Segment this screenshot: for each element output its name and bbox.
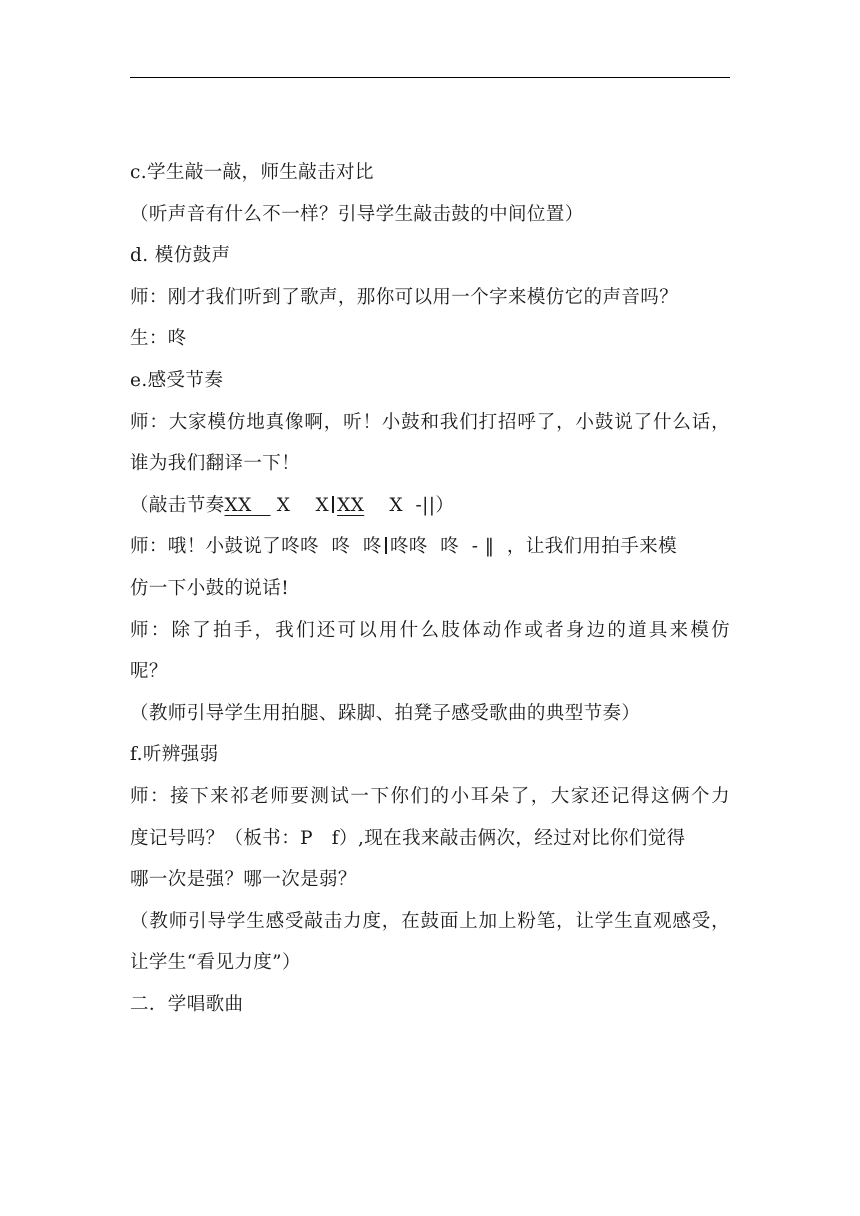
rhythm-beat-xx-2: XX <box>337 494 365 516</box>
step-f-teacher-line-3: 哪一次是强？哪一次是弱？ <box>130 869 357 891</box>
step-e-teacher-line-2: 谁为我们翻译一下！ <box>130 453 301 475</box>
step-c-note: （听声音有什么不一样？引导学生敲击鼓的中间位置） <box>130 203 584 225</box>
step-f-note-line-2: 让学生“看见力度”） <box>130 952 301 974</box>
step-f-teacher-line-2: 度记号吗？（板书：P f）,现在我来敲击俩次，经过对比你们觉得 <box>130 827 686 849</box>
rhythm-prefix: （敲击节奏 <box>130 494 225 516</box>
step-e-reply-line-2: 仿一下小鼓的说话! <box>130 577 290 599</box>
step-e-ask-line-1: 师：除了拍手，我们还可以用什么肢体动作或者身边的道具来模仿 <box>130 619 730 641</box>
step-d-title: d. 模仿鼓声 <box>130 245 231 267</box>
step-e-title: e.感受节奏 <box>130 369 224 391</box>
reply-part-1: 师：哦！小鼓说了咚咚 咚 咚 <box>130 536 382 558</box>
step-f-title: f.听辨强弱 <box>130 744 219 766</box>
bar-line <box>332 496 334 513</box>
step-e-reply-line-1 <box>130 526 740 568</box>
bar-line <box>385 537 387 554</box>
step-f-note-line-1: （教师引导学生感受敲击力度，在鼓面上加上粉笔，让学生直观感受， <box>130 910 730 932</box>
step-f-teacher-line-1: 师：接下来祁老师要测试一下你们的小耳朵了，大家还记得这俩个力 <box>130 785 730 807</box>
document-body <box>130 152 740 1025</box>
step-e-ask-line-2: 呢？ <box>130 661 168 683</box>
rhythm-tail: X -||） <box>364 494 455 516</box>
step-d-student-line: 生：咚 <box>130 328 187 350</box>
reply-part-2: 咚咚 咚 - ‖ ，让我们用拍手来模 <box>389 536 678 558</box>
step-d-teacher-line: 师：刚才我们听到了歌声，那你可以用一个字来模仿它的声音吗？ <box>130 286 679 308</box>
rhythm-line <box>130 485 740 527</box>
step-c-title: c.学生敲一敲，师生敲击对比 <box>130 162 374 183</box>
header-rule <box>130 77 730 78</box>
step-e-note: （教师引导学生用拍腿、跺脚、拍凳子感受歌曲的典型节奏） <box>130 702 641 724</box>
rhythm-beat-x: X X <box>270 494 330 516</box>
rhythm-beat-xx-1: XX <box>224 494 252 516</box>
step-e-teacher-line-1: 师：大家模仿地真像啊，听！小鼓和我们打招呼了，小鼓说了什么话， <box>130 411 730 433</box>
section-2-heading: 二．学唱歌曲 <box>130 993 244 1015</box>
